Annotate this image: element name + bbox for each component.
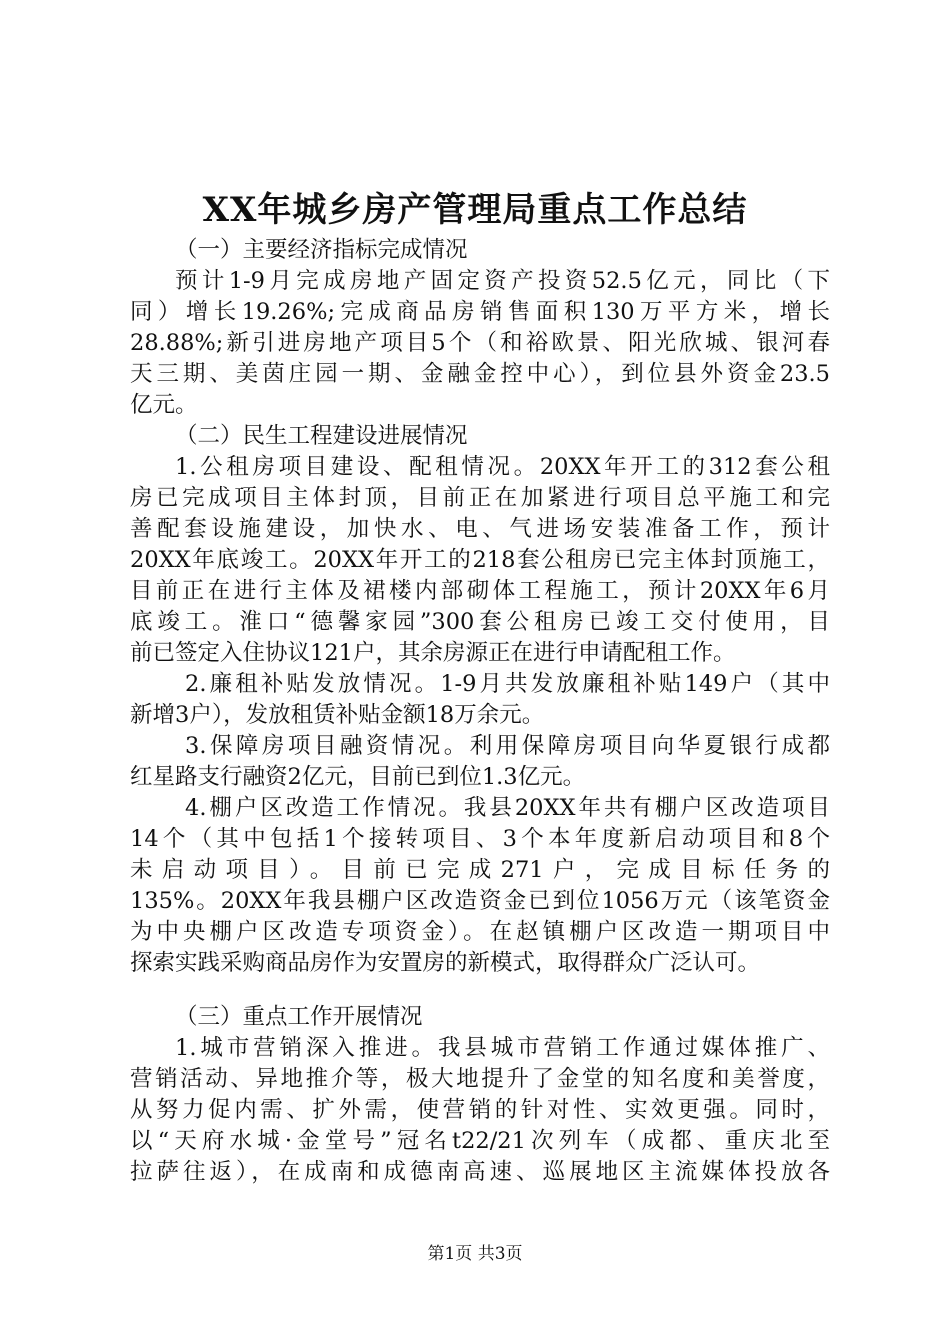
paragraph-line: 善配套设施建设，加快水、电、气进场安装准备工作，预计	[130, 516, 830, 542]
paragraph-line: 4.棚户区改造工作情况。我县20XX年共有棚户区改造项目	[185, 795, 830, 821]
paragraph-line: 营销活动、异地推介等，极大地提升了金堂的知名度和美誉度，	[130, 1066, 830, 1092]
paragraph-line: 135%。20XX年我县棚户区改造资金已到位1056万元（该笔资金	[130, 888, 830, 914]
page-number-footer: 第1页 共3页	[427, 1244, 523, 1264]
paragraph-line: 目前正在进行主体及裙楼内部砌体工程施工，预计20XX年6月	[130, 578, 830, 604]
paragraph-line: 天三期、美茵庄园一期、金融金控中心），到位县外资金23.5	[130, 361, 830, 387]
paragraph-line: 探索实践采购商品房作为安置房的新模式，取得群众广泛认可。	[130, 950, 761, 976]
paragraph-line: 以“天府水城·金堂号”冠名t22/21次列车（成都、重庆北至	[130, 1128, 830, 1154]
document-title: XX年城乡房产管理局重点工作总结	[202, 190, 748, 230]
paragraph-line: 未启动项目）。目前已完成271户，完成目标任务的	[130, 857, 830, 883]
paragraph-line: 房已完成项目主体封顶，目前正在加紧进行项目总平施工和完	[130, 485, 830, 511]
paragraph-line: 从努力促内需、扩外需，使营销的针对性、实效更强。同时，	[130, 1097, 830, 1123]
document-body	[130, 235, 830, 1188]
paragraph-line: 亿元。	[130, 392, 198, 418]
paragraph-line: 20XX年底竣工。20XX年开工的218套公租房已完主体封顶施工，	[130, 547, 830, 573]
paragraph-line: 1.城市营销深入推进。我县城市营销工作通过媒体推广、	[175, 1035, 830, 1061]
paragraph-line: 28.88%;新引进房地产项目5个（和裕欧景、阳光欣城、银河春	[130, 330, 830, 356]
paragraph-line: 同）增长19.26%;完成商品房销售面积130万平方米，增长	[130, 299, 830, 325]
section-heading: （二）民生工程建设进展情况	[175, 423, 468, 449]
paragraph-line: 为中央棚户区改造专项资金）。在赵镇棚户区改造一期项目中	[130, 919, 830, 945]
paragraph-line: 预计1-9月完成房地产固定资产投资52.5亿元，同比（下	[175, 268, 830, 294]
paragraph-line: 1.公租房项目建设、配租情况。20XX年开工的312套公租	[175, 454, 830, 480]
paragraph-line: 拉萨往返），在成南和成德南高速、巡展地区主流媒体投放各	[130, 1159, 830, 1185]
paragraph-line: 底竣工。淮口“德馨家园”300套公租房已竣工交付使用，目	[130, 609, 830, 635]
paragraph-line: 前已签定入住协议121户，其余房源正在进行申请配租工作。	[130, 640, 736, 666]
paragraph-line: 新增3户），发放租赁补贴金额18万余元。	[130, 702, 545, 728]
section-heading: （一）主要经济指标完成情况	[175, 237, 468, 263]
section-heading: （三）重点工作开展情况	[175, 1004, 423, 1030]
paragraph-line: 3.保障房项目融资情况。利用保障房项目向华夏银行成都	[185, 733, 830, 759]
paragraph-line: 红星路支行融资2亿元，目前已到位1.3亿元。	[130, 764, 586, 790]
paragraph-line: 2.廉租补贴发放情况。1-9月共发放廉租补贴149户（其中	[185, 671, 830, 697]
paragraph-line: 14个（其中包括1个接转项目、3个本年度新启动项目和8个	[130, 826, 830, 852]
section-spacer	[130, 979, 830, 1002]
